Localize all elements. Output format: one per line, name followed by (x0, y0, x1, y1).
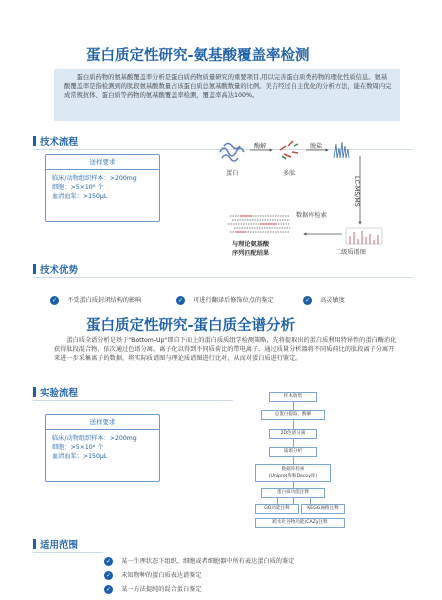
flow-heading-1 (33, 134, 78, 148)
advantage-text: 不受蛋白质封闭结构的影响 (67, 297, 142, 304)
sequence-match-icon (228, 216, 290, 232)
flow-heading-1-text: 技术流程 (40, 137, 79, 148)
check-icon: ✓ (105, 572, 112, 579)
sample-requirements-box-2 (45, 414, 160, 482)
flow-branch: KEGG通路注释 (301, 504, 345, 514)
scope-item (104, 576, 202, 595)
diagram-label-compare-line2: 序列匹配结果 (232, 250, 270, 257)
sample-line-serum: 血清血浆：>150μL (52, 193, 108, 200)
check-icon: ✓ (105, 558, 112, 565)
diagram-label-protein: 蛋白 (226, 170, 239, 177)
diagram-label-compare (232, 239, 269, 257)
scope-heading (33, 537, 78, 551)
advantages-heading-text: 技术优势 (40, 265, 79, 276)
scope-text: 某一方法提纯的混合蛋白鉴定 (121, 586, 202, 593)
diagram-label-lcms: LC-MS/MS (353, 176, 360, 207)
lcms-peaks-icon (334, 142, 349, 158)
sample-line-tissue: 临床/动物组织样本：>200mg (52, 435, 137, 442)
check-icon: ✓ (177, 297, 184, 304)
flow-step: 样本收集 (269, 392, 317, 402)
advantages-heading (33, 262, 78, 276)
section2-title: 蛋白质定性研究-蛋白质全谱分析 (86, 318, 296, 334)
flow-step-text: 数据库检索 (281, 467, 305, 472)
flow-step-db (255, 464, 331, 482)
divider (33, 552, 103, 553)
advantage-item (50, 287, 141, 306)
flow-heading-2 (33, 385, 78, 399)
flow-step: 质谱分析 (269, 447, 317, 457)
sample-line-cells: 细胞：>5×10⁶ 个 (52, 444, 104, 451)
scope-heading-text: 适用范围 (40, 540, 79, 551)
sample-box-title: 送样要求 (46, 415, 159, 430)
check-icon: ✓ (51, 297, 58, 304)
sample-line-tissue: 临床/动物组织样本：>200mg (52, 175, 137, 182)
scope-text: 某一生理状态下组织、细胞或者细胞器中所有表达蛋白质的鉴定 (121, 558, 295, 565)
section1-title: 蛋白质定性研究-氨基酸覆盖率检测 (86, 48, 310, 64)
sample-box-title: 送样要求 (46, 155, 159, 170)
heading-bar (33, 264, 36, 274)
section1-intro-text: 蛋白质药物的氨基酸覆盖率分析是蛋白质药物质量研究的重要项目,用以完善蛋白质类药物的理化性质信息。氨基酸覆盖率是指检测到的肽段氨基酸数量占该蛋白质总氨基酸数量的比例。美吉经过自主优化的分析方法，能在数周内完成常规抗体、蛋白质等药物的氨基酸覆盖率检测，覆盖率高达100%。 (64, 74, 392, 100)
advantage-item (303, 287, 345, 306)
section2-intro-text: 蛋白质全谱分析是基于"Bottom-Up"即自下而上的蛋白质质组学检测策略，先将提取出的蛋白质利用特异性的蛋白酶消化获得肽段混合物，依次通过色谱分离，离子化以得到不同质荷比的带电离子，通过质量分析器将不同质荷比的肽段离子分离开来进一步采集离子的数据，将实际质谱图与理论质谱图进行比对，从而对蛋白质进行鉴定。 (54, 337, 397, 362)
check-icon: ✓ (105, 586, 112, 593)
sample-requirements-box-1 (45, 154, 160, 222)
flow-branch: GO功能注释 (255, 504, 299, 514)
diagram-label-compare-line1: 与理论氨基酸 (232, 241, 270, 248)
check-icon: ✓ (304, 297, 311, 304)
flow-step-last: 跨水化谷物功能(CAZy注释 (255, 518, 345, 528)
diagram-label-db-search: 数据库检索 (296, 212, 327, 219)
divider (33, 277, 413, 278)
heading-bar (33, 539, 36, 549)
diagram-label-ms2: 二级质谱图 (335, 249, 366, 256)
protein-structure-icon (220, 144, 244, 162)
sample-line-cells: 细胞：>5×10⁶ 个 (52, 184, 104, 191)
advantage-text: 可进行翻译后修饰位点的鉴定 (193, 297, 274, 304)
flow-step: 总蛋白提取、酶解 (261, 410, 325, 420)
section1-intro (54, 69, 400, 121)
scope-text: 未知物种的蛋白质表达谱鉴定 (121, 572, 202, 579)
flow-step: 2D色谱分离 (269, 429, 317, 439)
flow-step: 蛋白质功能注释 (261, 488, 325, 498)
heading-bar (33, 387, 36, 397)
section2-intro (54, 336, 400, 363)
advantage-text: 高灵敏度 (320, 297, 345, 304)
diagram-label-enzyme: 酶解 (254, 143, 267, 150)
diagram-label-peptide: 多肽 (283, 170, 296, 177)
peptides-icon (280, 141, 298, 159)
flow-heading-2-text: 实验流程 (40, 388, 79, 399)
ms2-spectrum-icon (346, 228, 382, 244)
amino-acid-workflow-diagram (210, 134, 400, 252)
heading-bar (33, 136, 36, 146)
divider (33, 400, 233, 401)
flow-step-subtext: (Uniprot库和Decoy库) (268, 474, 318, 479)
sample-line-serum: 血清血浆：>150μL (52, 453, 108, 460)
advantage-item (176, 287, 274, 306)
diagram-label-desalt: 脱盐 (310, 143, 323, 150)
